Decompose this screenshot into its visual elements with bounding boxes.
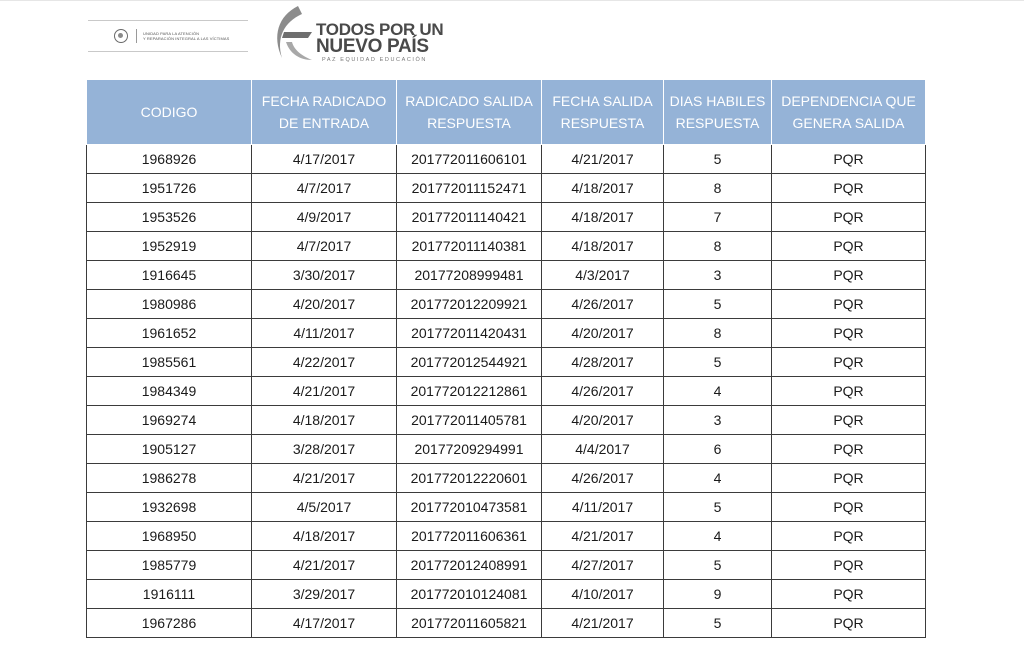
table-row	[87, 348, 926, 377]
table-row	[87, 377, 926, 406]
cell-dependencia: PQR	[772, 174, 926, 203]
cell-fecha-salida: 4/18/2017	[542, 174, 664, 203]
cell-dependencia: PQR	[772, 464, 926, 493]
cell-codigo: 1968926	[87, 145, 252, 174]
header-logos	[88, 2, 448, 70]
cell-codigo: 1969274	[87, 406, 252, 435]
cell-radicado-salida: 201772011606361	[397, 522, 542, 551]
cell-dias-habiles: 6	[664, 435, 772, 464]
cell-fecha-salida: 4/18/2017	[542, 203, 664, 232]
cell-codigo: 1985561	[87, 348, 252, 377]
cell-dependencia: PQR	[772, 232, 926, 261]
cell-fecha-entrada: 4/17/2017	[252, 609, 397, 638]
cell-fecha-entrada: 4/9/2017	[252, 203, 397, 232]
cell-radicado-salida: 201772010124081	[397, 580, 542, 609]
cell-dependencia: PQR	[772, 580, 926, 609]
table-row	[87, 435, 926, 464]
table-row	[87, 261, 926, 290]
cell-dias-habiles: 5	[664, 348, 772, 377]
cell-dias-habiles: 5	[664, 145, 772, 174]
cell-codigo: 1984349	[87, 377, 252, 406]
tpn-swoosh-icon	[268, 2, 314, 66]
cell-codigo: 1968950	[87, 522, 252, 551]
cell-dias-habiles: 7	[664, 203, 772, 232]
cell-codigo: 1985779	[87, 551, 252, 580]
cell-dependencia: PQR	[772, 203, 926, 232]
table-row	[87, 609, 926, 638]
tpn-line-1: TODOS POR UN	[316, 20, 444, 39]
cell-radicado-salida: 201772012209921	[397, 290, 542, 319]
cell-codigo: 1905127	[87, 435, 252, 464]
cell-fecha-salida: 4/3/2017	[542, 261, 664, 290]
cell-fecha-entrada: 3/29/2017	[252, 580, 397, 609]
cell-fecha-salida: 4/20/2017	[542, 406, 664, 435]
cell-dependencia: PQR	[772, 435, 926, 464]
cell-fecha-salida: 4/21/2017	[542, 522, 664, 551]
cell-dependencia: PQR	[772, 522, 926, 551]
cell-radicado-salida: 20177208999481	[397, 261, 542, 290]
cell-dias-habiles: 5	[664, 609, 772, 638]
cell-fecha-entrada: 4/22/2017	[252, 348, 397, 377]
victims-unit-logo	[88, 20, 248, 52]
cell-radicado-salida: 201772011405781	[397, 406, 542, 435]
cell-fecha-entrada: 3/28/2017	[252, 435, 397, 464]
cell-dias-habiles: 5	[664, 290, 772, 319]
table-row	[87, 319, 926, 348]
table-row	[87, 203, 926, 232]
table-row	[87, 493, 926, 522]
cell-dias-habiles: 8	[664, 174, 772, 203]
cell-fecha-entrada: 4/7/2017	[252, 232, 397, 261]
cell-codigo: 1961652	[87, 319, 252, 348]
table-row	[87, 464, 926, 493]
cell-fecha-entrada: 4/21/2017	[252, 464, 397, 493]
cell-radicado-salida: 201772011140381	[397, 232, 542, 261]
cell-fecha-entrada: 4/21/2017	[252, 377, 397, 406]
cell-dias-habiles: 4	[664, 464, 772, 493]
cell-fecha-entrada: 4/18/2017	[252, 522, 397, 551]
cell-dias-habiles: 8	[664, 232, 772, 261]
cell-radicado-salida: 201772012220601	[397, 464, 542, 493]
cell-dependencia: PQR	[772, 319, 926, 348]
cell-codigo: 1952919	[87, 232, 252, 261]
cell-radicado-salida: 201772011140421	[397, 203, 542, 232]
table-header-row	[87, 80, 926, 145]
cell-fecha-entrada: 3/30/2017	[252, 261, 397, 290]
cell-dias-habiles: 4	[664, 377, 772, 406]
column-header-radicado-salida-respuesta: RADICADO SALIDA RESPUESTA	[397, 80, 542, 145]
cell-radicado-salida: 201772012212861	[397, 377, 542, 406]
cell-radicado-salida: 201772011420431	[397, 319, 542, 348]
table-row	[87, 232, 926, 261]
cell-dias-habiles: 8	[664, 319, 772, 348]
column-header-fecha-salida-respuesta: FECHA SALIDA RESPUESTA	[542, 80, 664, 145]
cell-fecha-salida: 4/21/2017	[542, 609, 664, 638]
cell-fecha-salida: 4/26/2017	[542, 377, 664, 406]
table-body	[87, 145, 926, 638]
cell-fecha-entrada: 4/17/2017	[252, 145, 397, 174]
national-seal-icon	[114, 29, 128, 43]
cell-dependencia: PQR	[772, 348, 926, 377]
column-header-dias-habiles-respuesta: DIAS HABILES RESPUESTA	[664, 80, 772, 145]
cell-fecha-entrada: 4/21/2017	[252, 551, 397, 580]
cell-dependencia: PQR	[772, 493, 926, 522]
table-row	[87, 551, 926, 580]
cell-radicado-salida: 201772012408991	[397, 551, 542, 580]
cell-codigo: 1916645	[87, 261, 252, 290]
cell-radicado-salida: 201772011152471	[397, 174, 542, 203]
cell-radicado-salida: 201772010473581	[397, 493, 542, 522]
cell-fecha-salida: 4/21/2017	[542, 145, 664, 174]
column-header-fecha-radicado-entrada: FECHA RADICADO DE ENTRADA	[252, 80, 397, 145]
cell-fecha-entrada: 4/11/2017	[252, 319, 397, 348]
cell-dependencia: PQR	[772, 261, 926, 290]
cell-codigo: 1986278	[87, 464, 252, 493]
victims-unit-logo-text: UNIDAD PARA LA ATENCIÓN Y REPARACIÓN INTEGRAL A LAS VÍCTIMAS	[143, 31, 230, 41]
cell-radicado-salida: 20177209294991	[397, 435, 542, 464]
cell-codigo: 1916111	[87, 580, 252, 609]
cell-fecha-entrada: 4/20/2017	[252, 290, 397, 319]
cell-dias-habiles: 5	[664, 551, 772, 580]
table-row	[87, 580, 926, 609]
table-row	[87, 145, 926, 174]
cell-radicado-salida: 201772011605821	[397, 609, 542, 638]
cell-fecha-salida: 4/20/2017	[542, 319, 664, 348]
table-row	[87, 290, 926, 319]
cell-codigo: 1967286	[87, 609, 252, 638]
cell-fecha-entrada: 4/7/2017	[252, 174, 397, 203]
cell-radicado-salida: 201772011606101	[397, 145, 542, 174]
cell-dias-habiles: 5	[664, 493, 772, 522]
cell-fecha-salida: 4/28/2017	[542, 348, 664, 377]
cell-dependencia: PQR	[772, 377, 926, 406]
cell-dias-habiles: 4	[664, 522, 772, 551]
cell-dias-habiles: 9	[664, 580, 772, 609]
cell-dependencia: PQR	[772, 290, 926, 319]
table-row	[87, 174, 926, 203]
cell-fecha-salida: 4/10/2017	[542, 580, 664, 609]
cell-radicado-salida: 201772012544921	[397, 348, 542, 377]
cell-codigo: 1980986	[87, 290, 252, 319]
column-header-codigo: CODIGO	[87, 80, 252, 145]
cell-dependencia: PQR	[772, 551, 926, 580]
cell-codigo: 1953526	[87, 203, 252, 232]
cell-dias-habiles: 3	[664, 261, 772, 290]
cell-codigo: 1932698	[87, 493, 252, 522]
cell-dias-habiles: 3	[664, 406, 772, 435]
tpn-tagline: PAZ EQUIDAD EDUCACIÓN	[322, 57, 428, 63]
column-header-dependencia: DEPENDENCIA QUE GENERA SALIDA	[772, 80, 926, 145]
cell-dependencia: PQR	[772, 145, 926, 174]
todos-por-un-nuevo-pais-logo	[268, 2, 448, 68]
cell-fecha-salida: 4/11/2017	[542, 493, 664, 522]
table-row	[87, 522, 926, 551]
table-row	[87, 406, 926, 435]
cell-dependencia: PQR	[772, 609, 926, 638]
cell-fecha-salida: 4/4/2017	[542, 435, 664, 464]
cell-dependencia: PQR	[772, 406, 926, 435]
cell-fecha-entrada: 4/18/2017	[252, 406, 397, 435]
cell-fecha-salida: 4/26/2017	[542, 464, 664, 493]
cell-fecha-entrada: 4/5/2017	[252, 493, 397, 522]
responses-table	[86, 79, 926, 638]
cell-fecha-salida: 4/26/2017	[542, 290, 664, 319]
cell-codigo: 1951726	[87, 174, 252, 203]
cell-fecha-salida: 4/27/2017	[542, 551, 664, 580]
tpn-line-2: NUEVO PAÍS	[316, 36, 429, 57]
cell-fecha-salida: 4/18/2017	[542, 232, 664, 261]
top-divider	[0, 0, 1024, 1]
